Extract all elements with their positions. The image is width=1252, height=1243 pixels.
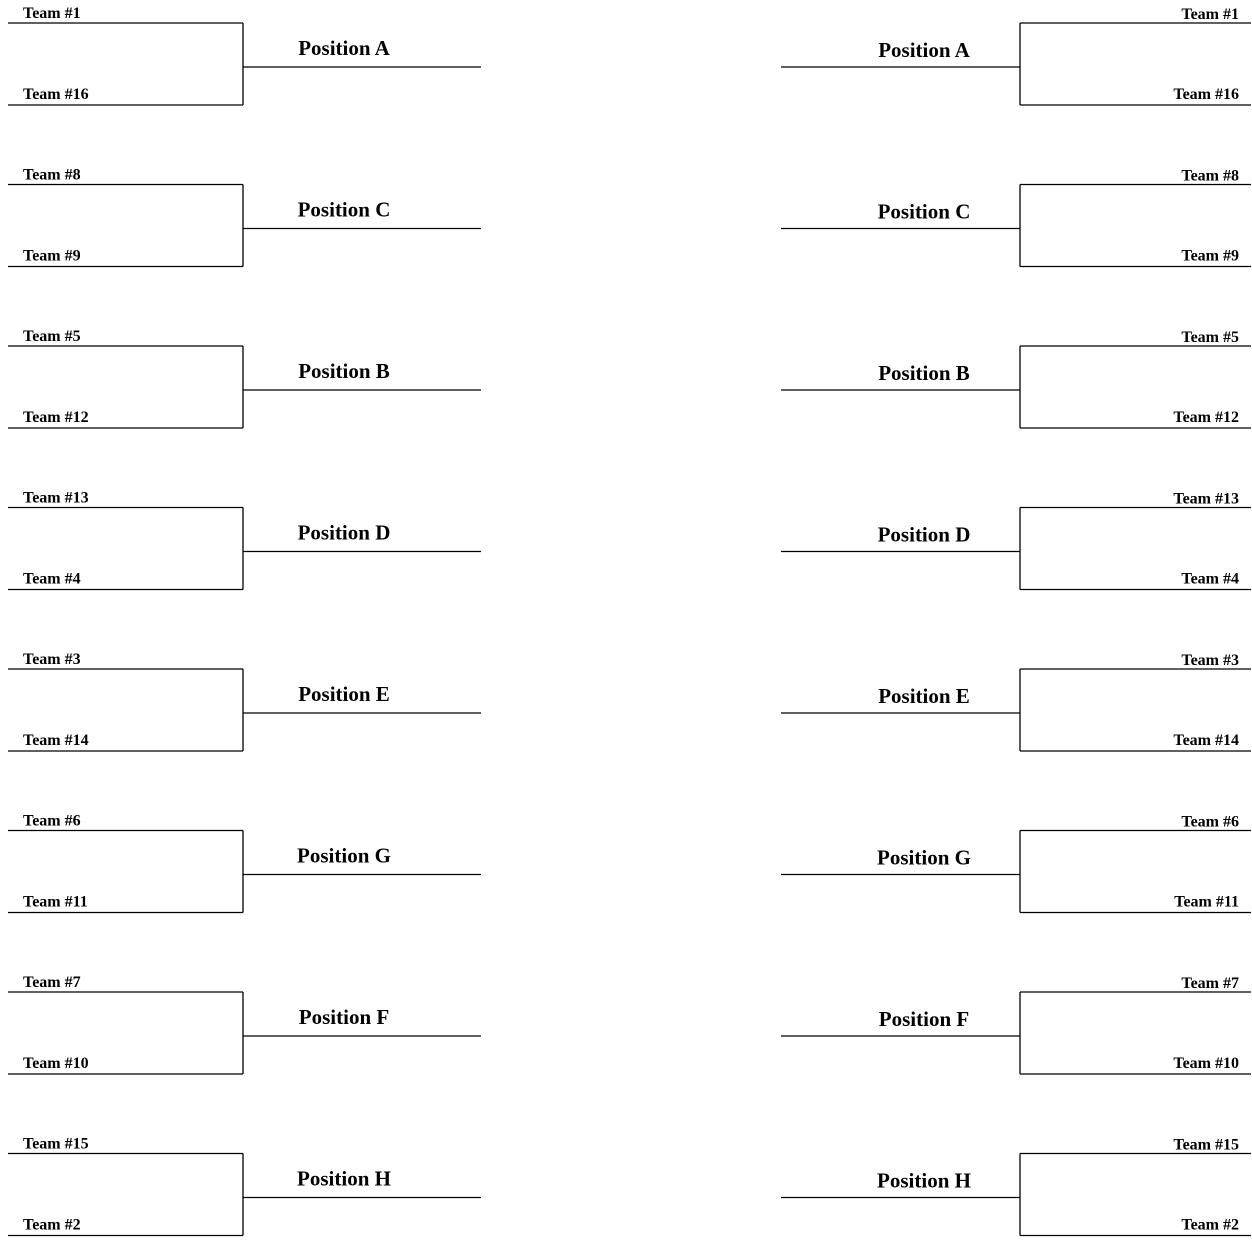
left-position-label: Position D [297,520,391,545]
left-bottom-team-label: Team #14 [23,732,89,749]
left-bottom-team-label: Team #12 [23,409,89,426]
right-bottom-team-label: Team #10 [1173,1055,1239,1072]
right-top-team-label: Team #7 [1181,975,1239,992]
right-bottom-team-label: Team #14 [1173,732,1239,749]
right-bottom-team-label: Team #11 [1174,893,1239,911]
left-position-label: Position E [298,682,390,706]
right-bottom-team-label: Team #9 [1181,247,1239,265]
left-top-team-label: Team #3 [23,651,81,668]
left-bottom-team-label: Team #16 [23,86,89,103]
right-position-label: Position A [878,38,970,62]
right-top-team-label: Team #3 [1181,652,1239,669]
left-top-team-label: Team #15 [23,1135,89,1153]
left-top-team-label: Team #6 [23,812,81,830]
left-top-team-label: Team #8 [23,166,81,184]
left-top-team-label: Team #7 [23,974,81,991]
left-bottom-team-label: Team #10 [23,1055,89,1072]
right-position-label: Position B [878,361,970,385]
right-bottom-team-label: Team #16 [1173,86,1239,103]
right-position-label: Position F [878,1007,970,1031]
right-top-team-label: Team #5 [1181,329,1239,346]
right-position-label: Position D [877,522,971,547]
left-position-label: Position C [297,197,391,222]
right-position-label: Position C [877,199,971,224]
right-position-label: Position H [877,1168,971,1193]
right-bottom-team-label: Team #2 [1181,1216,1239,1234]
left-position-label: Position F [298,1005,390,1029]
right-top-team-label: Team #13 [1173,490,1239,508]
right-position-label: Position E [878,684,970,708]
right-top-team-label: Team #8 [1181,167,1239,185]
right-top-team-label: Team #1 [1181,6,1239,23]
right-top-team-label: Team #6 [1181,813,1239,831]
left-position-label: Position B [298,359,390,383]
right-bottom-team-label: Team #4 [1181,570,1239,588]
left-position-label: Position A [298,36,390,60]
left-bottom-team-label: Team #4 [23,570,81,588]
right-bottom-team-label: Team #12 [1173,409,1239,426]
left-bottom-team-label: Team #11 [23,893,88,911]
left-bottom-team-label: Team #9 [23,247,81,265]
left-position-label: Position H [297,1166,391,1191]
left-bottom-team-label: Team #2 [23,1216,81,1234]
left-position-label: Position G [297,843,391,868]
right-position-label: Position G [877,845,971,870]
left-top-team-label: Team #13 [23,489,89,507]
right-top-team-label: Team #15 [1173,1136,1239,1154]
left-top-team-label: Team #1 [23,5,81,22]
left-top-team-label: Team #5 [23,328,81,345]
